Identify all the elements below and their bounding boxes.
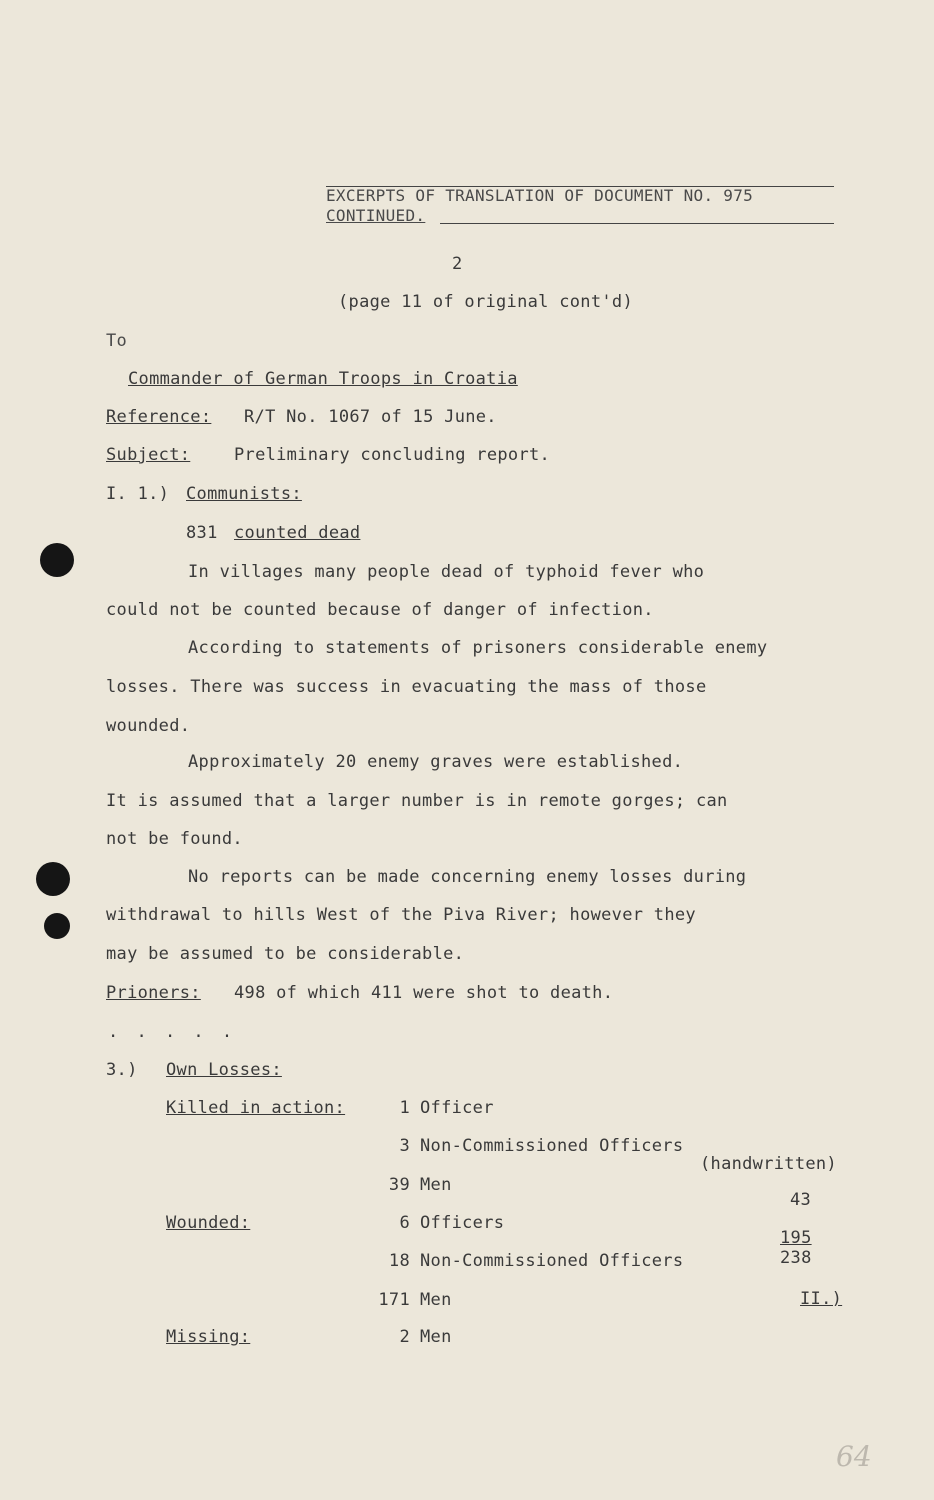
prisoners-value: 498 of which 411 were shot to death. (234, 983, 614, 1003)
paragraph-line: It is assumed that a larger number is in remote gorges; can (106, 791, 728, 811)
paragraph-line: withdrawal to hills West of the Piva River; however they (106, 905, 696, 925)
section1-heading: Communists: (186, 484, 302, 504)
section3-number: 3.) (106, 1060, 138, 1080)
punch-hole (40, 543, 74, 577)
page-mark: 64 (836, 1440, 872, 1473)
handwritten-total: 195 (780, 1228, 812, 1248)
header-title-line1: EXCERPTS OF TRANSLATION OF DOCUMENT NO. 975 (326, 186, 754, 205)
page-note: (page 11 of original cont'd) (338, 292, 633, 312)
loss-count: 2 (399, 1327, 410, 1347)
counted-dead-label: counted dead (234, 523, 361, 543)
missing-label: Missing: (166, 1327, 251, 1347)
loss-count: 171 (378, 1290, 410, 1310)
loss-description: Men (420, 1290, 452, 1310)
to-label: To (106, 331, 128, 351)
paragraph-line: may be assumed to be considerable. (106, 944, 465, 964)
paragraph-line: could not be counted because of danger of infection. (106, 600, 654, 620)
paragraph-line: According to statements of prisoners considerable enemy (188, 638, 768, 658)
paragraph-line: not be found. (106, 829, 243, 849)
reference-value: R/T No. 1067 of 15 June. (244, 407, 497, 427)
paragraph-line: wounded. (106, 716, 191, 736)
punch-hole (44, 913, 70, 939)
section1-number: I. 1.) (106, 484, 170, 504)
section3-heading: Own Losses: (166, 1060, 282, 1080)
loss-description: Non-Commissioned Officers (420, 1136, 684, 1156)
counted-dead-number: 831 (186, 523, 218, 543)
subject-value: Preliminary concluding report. (234, 445, 551, 465)
loss-description: Non-Commissioned Officers (420, 1251, 684, 1271)
paragraph-line: No reports can be made concerning enemy losses during (188, 867, 747, 887)
paragraph-line: Approximately 20 enemy graves were established. (188, 752, 684, 772)
header-rule-bottom (440, 223, 834, 224)
loss-description: Men (420, 1175, 452, 1195)
loss-description: Officers (420, 1213, 505, 1233)
page-number: 2 (452, 254, 463, 274)
wounded-label: Wounded: (166, 1213, 251, 1233)
loss-count: 39 (388, 1175, 410, 1195)
loss-description: Officer (420, 1098, 494, 1118)
loss-count: 1 (399, 1098, 410, 1118)
header-title-line2: CONTINUED. (326, 206, 426, 225)
paragraph-line: losses. There was success in evacuating the mass of those (106, 677, 707, 697)
recipient: Commander of German Troops in Croatia (128, 369, 518, 389)
paragraph-line: In villages many people dead of typhoid fever who (188, 562, 705, 582)
handwritten-total: 43 (790, 1190, 812, 1210)
ellipsis: . . . . . (108, 1022, 237, 1042)
loss-count: 3 (399, 1136, 410, 1156)
subject-label: Subject: (106, 445, 191, 465)
continuation-marker: II.) (800, 1289, 843, 1309)
loss-count: 18 (388, 1251, 410, 1271)
loss-description: Men (420, 1327, 452, 1347)
reference-label: Reference: (106, 407, 212, 427)
prisoners-label: Prioners: (106, 983, 201, 1003)
loss-count: 6 (399, 1213, 410, 1233)
killed-label: Killed in action: (166, 1098, 346, 1118)
handwritten-note: (handwritten) (700, 1154, 837, 1174)
handwritten-total: 238 (780, 1248, 812, 1268)
punch-hole (36, 862, 70, 896)
